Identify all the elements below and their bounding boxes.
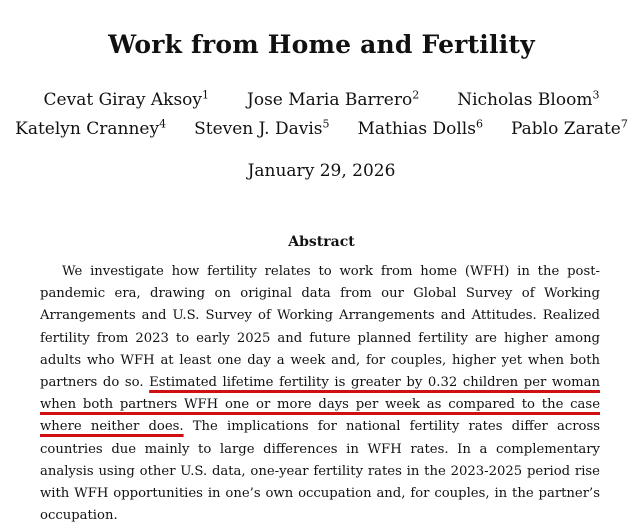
author-name: Cevat Giray Aksoy xyxy=(43,90,203,110)
authors-row-1 xyxy=(0,90,643,110)
author xyxy=(194,119,329,139)
author-name: Jose Maria Barrero xyxy=(247,90,413,110)
author-affiliation: 1 xyxy=(202,88,210,102)
author-affiliation: 3 xyxy=(592,88,600,102)
author-affiliation: 7 xyxy=(620,117,628,131)
abstract-highlighted-sentence: Estimated lifetime fertility is greater by 0.32 children per woman when both partners WFH one or more days per week as compared to the case where neither does. xyxy=(40,375,601,435)
author-name: Mathias Dolls xyxy=(357,119,476,139)
author-affiliation: 6 xyxy=(475,117,483,131)
author xyxy=(511,119,628,139)
author xyxy=(357,119,483,139)
author-name: Katelyn Cranney xyxy=(15,119,160,139)
abstract-body xyxy=(40,261,600,527)
abstract-text: We investigate how fertility relates to work from home (WFH) in the post-pandemic era, drawing on original data from our Global Survey of Working Arrangements and U.S. Survey of Working Arrangements and Attitudes. Realized fertility from 2023 to early 2025 and future planned fertility are higher among adults who WFH at least one day a week and, for couples, higher yet when both partners do so. xyxy=(40,264,600,391)
authors-row-2 xyxy=(0,119,643,139)
author xyxy=(247,90,419,110)
author-name: Steven J. Davis xyxy=(194,119,323,139)
author-name: Nicholas Bloom xyxy=(457,90,593,110)
abstract-heading: Abstract xyxy=(288,234,355,250)
abstract-text: The implications for national fertility rates differ across countries due mainly to large differences in WFH rates. In a complementary analysis using other U.S. data, one-year fertility rates in the 2023-2025 period rise with WFH opportunities in one’s own occupation and, for couples, in the partner’s occupation. xyxy=(40,419,600,524)
author-name: Pablo Zarate xyxy=(510,119,621,139)
author-affiliation: 4 xyxy=(159,117,167,131)
paper-date: January 29, 2026 xyxy=(247,161,396,181)
author-affiliation: 5 xyxy=(322,117,330,131)
author xyxy=(457,90,599,110)
author xyxy=(15,119,166,139)
author xyxy=(44,90,209,110)
author-affiliation: 2 xyxy=(412,88,420,102)
paper-title: Work from Home and Fertility xyxy=(108,30,535,59)
